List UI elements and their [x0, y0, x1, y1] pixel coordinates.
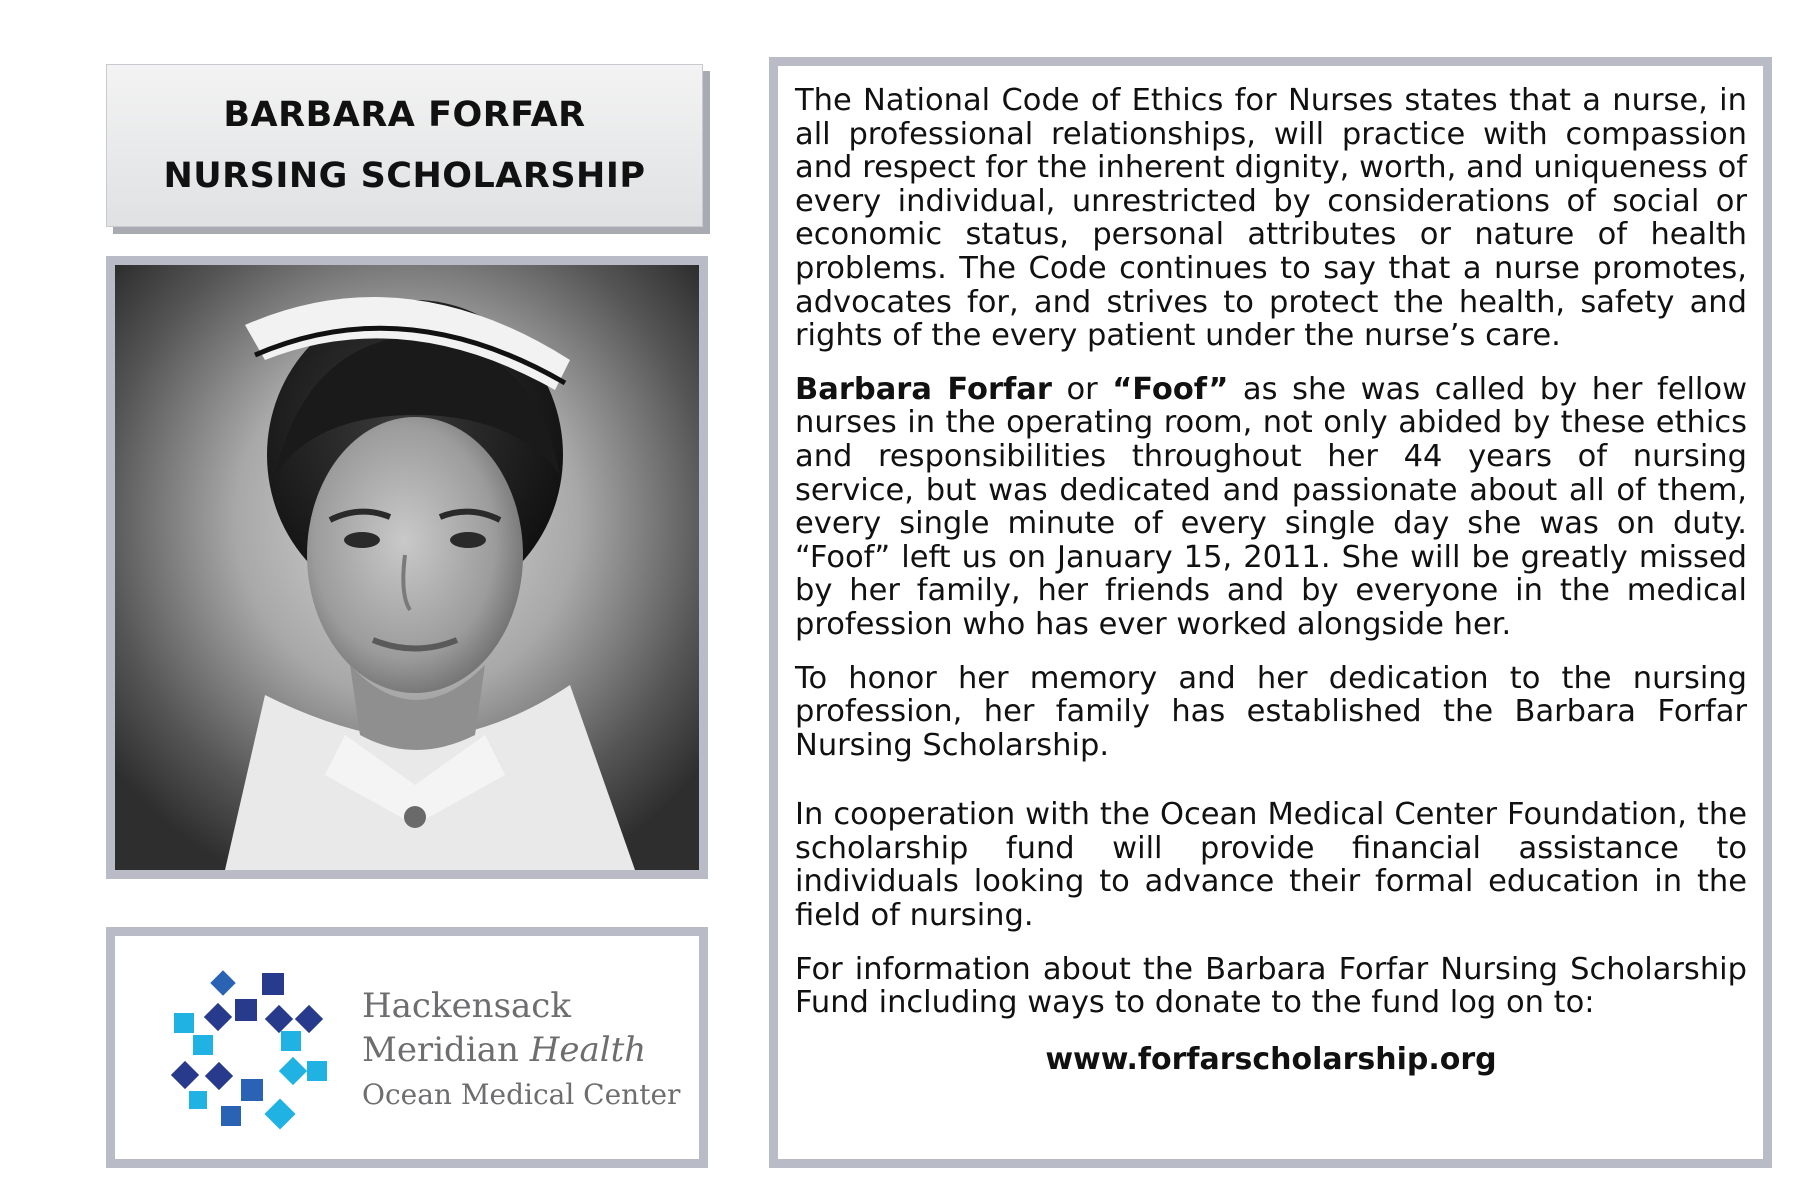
scholarship-website-link[interactable]: www.forfarscholarship.org — [1045, 1041, 1497, 1077]
hospital-logo-text — [362, 984, 680, 1117]
foundation-paragraph: In cooperation with the Ocean Medical Center Foundation, the scholarship fund will provide financial assistance to individuals looking to advance their formal education in the field of nursing. — [795, 797, 1747, 934]
portrait-illustration — [115, 265, 699, 870]
title-line-2: NURSING SCHOLARSHIP — [163, 155, 646, 196]
portrait-frame — [106, 256, 708, 879]
scholarship-title-box — [106, 64, 703, 227]
foof-nickname: “Foof” — [1112, 371, 1229, 407]
biography-paragraph — [795, 373, 1747, 642]
hackensack-meridian-logo-icon — [171, 969, 333, 1131]
logo-line-hackensack: Hackensack — [362, 986, 571, 1026]
barbara-forfar-name: Barbara Forfar — [795, 371, 1052, 407]
or-text: or — [1051, 371, 1113, 407]
logo-meridian: Meridian — [362, 1030, 530, 1070]
ethics-paragraph: The National Code of Ethics for Nurses states that a nurse, in all professional relationships, will practice with compassion and respect for the inherent dignity, worth, and uniqueness of every individual, unrestricted by considerations of social or economic status, personal attributes or nature of health problems. The Code continues to say that a nurse promotes, advocates for, and strives to protect the health, safety and rights of the every patient under the nurse’s care. — [795, 83, 1747, 354]
logo-line-meridian-health — [362, 1028, 680, 1072]
portrait-photo — [115, 265, 699, 870]
logo-line-ocean-medical-center: Ocean Medical Center — [362, 1078, 681, 1111]
title-line-1: BARBARA FORFAR — [223, 94, 586, 135]
honor-paragraph: To honor her memory and her dedication to the nursing profession, her family has established the Barbara Forfar Nursing Scholarship. — [795, 660, 1747, 763]
scholarship-description-panel — [769, 57, 1772, 1168]
information-paragraph: For information about the Barbara Forfar Nursing Scholarship Fund including ways to donate to the fund log on to: — [795, 951, 1747, 1021]
logo-health: Health — [529, 1030, 647, 1070]
hospital-logo-box — [106, 927, 708, 1168]
biography-text: as she was called by her fellow nurses in the operating room, not only abided by these ethics and responsibilities throughout her 44 years of nursing service, but was dedicated and passionate about all of them, every single minute of every single day she was on duty. “Foof” left us on January 15, 2011. She will be greatly missed by her family, her friends and by everyone in the medical profession who has ever worked alongside her. — [795, 371, 1748, 642]
